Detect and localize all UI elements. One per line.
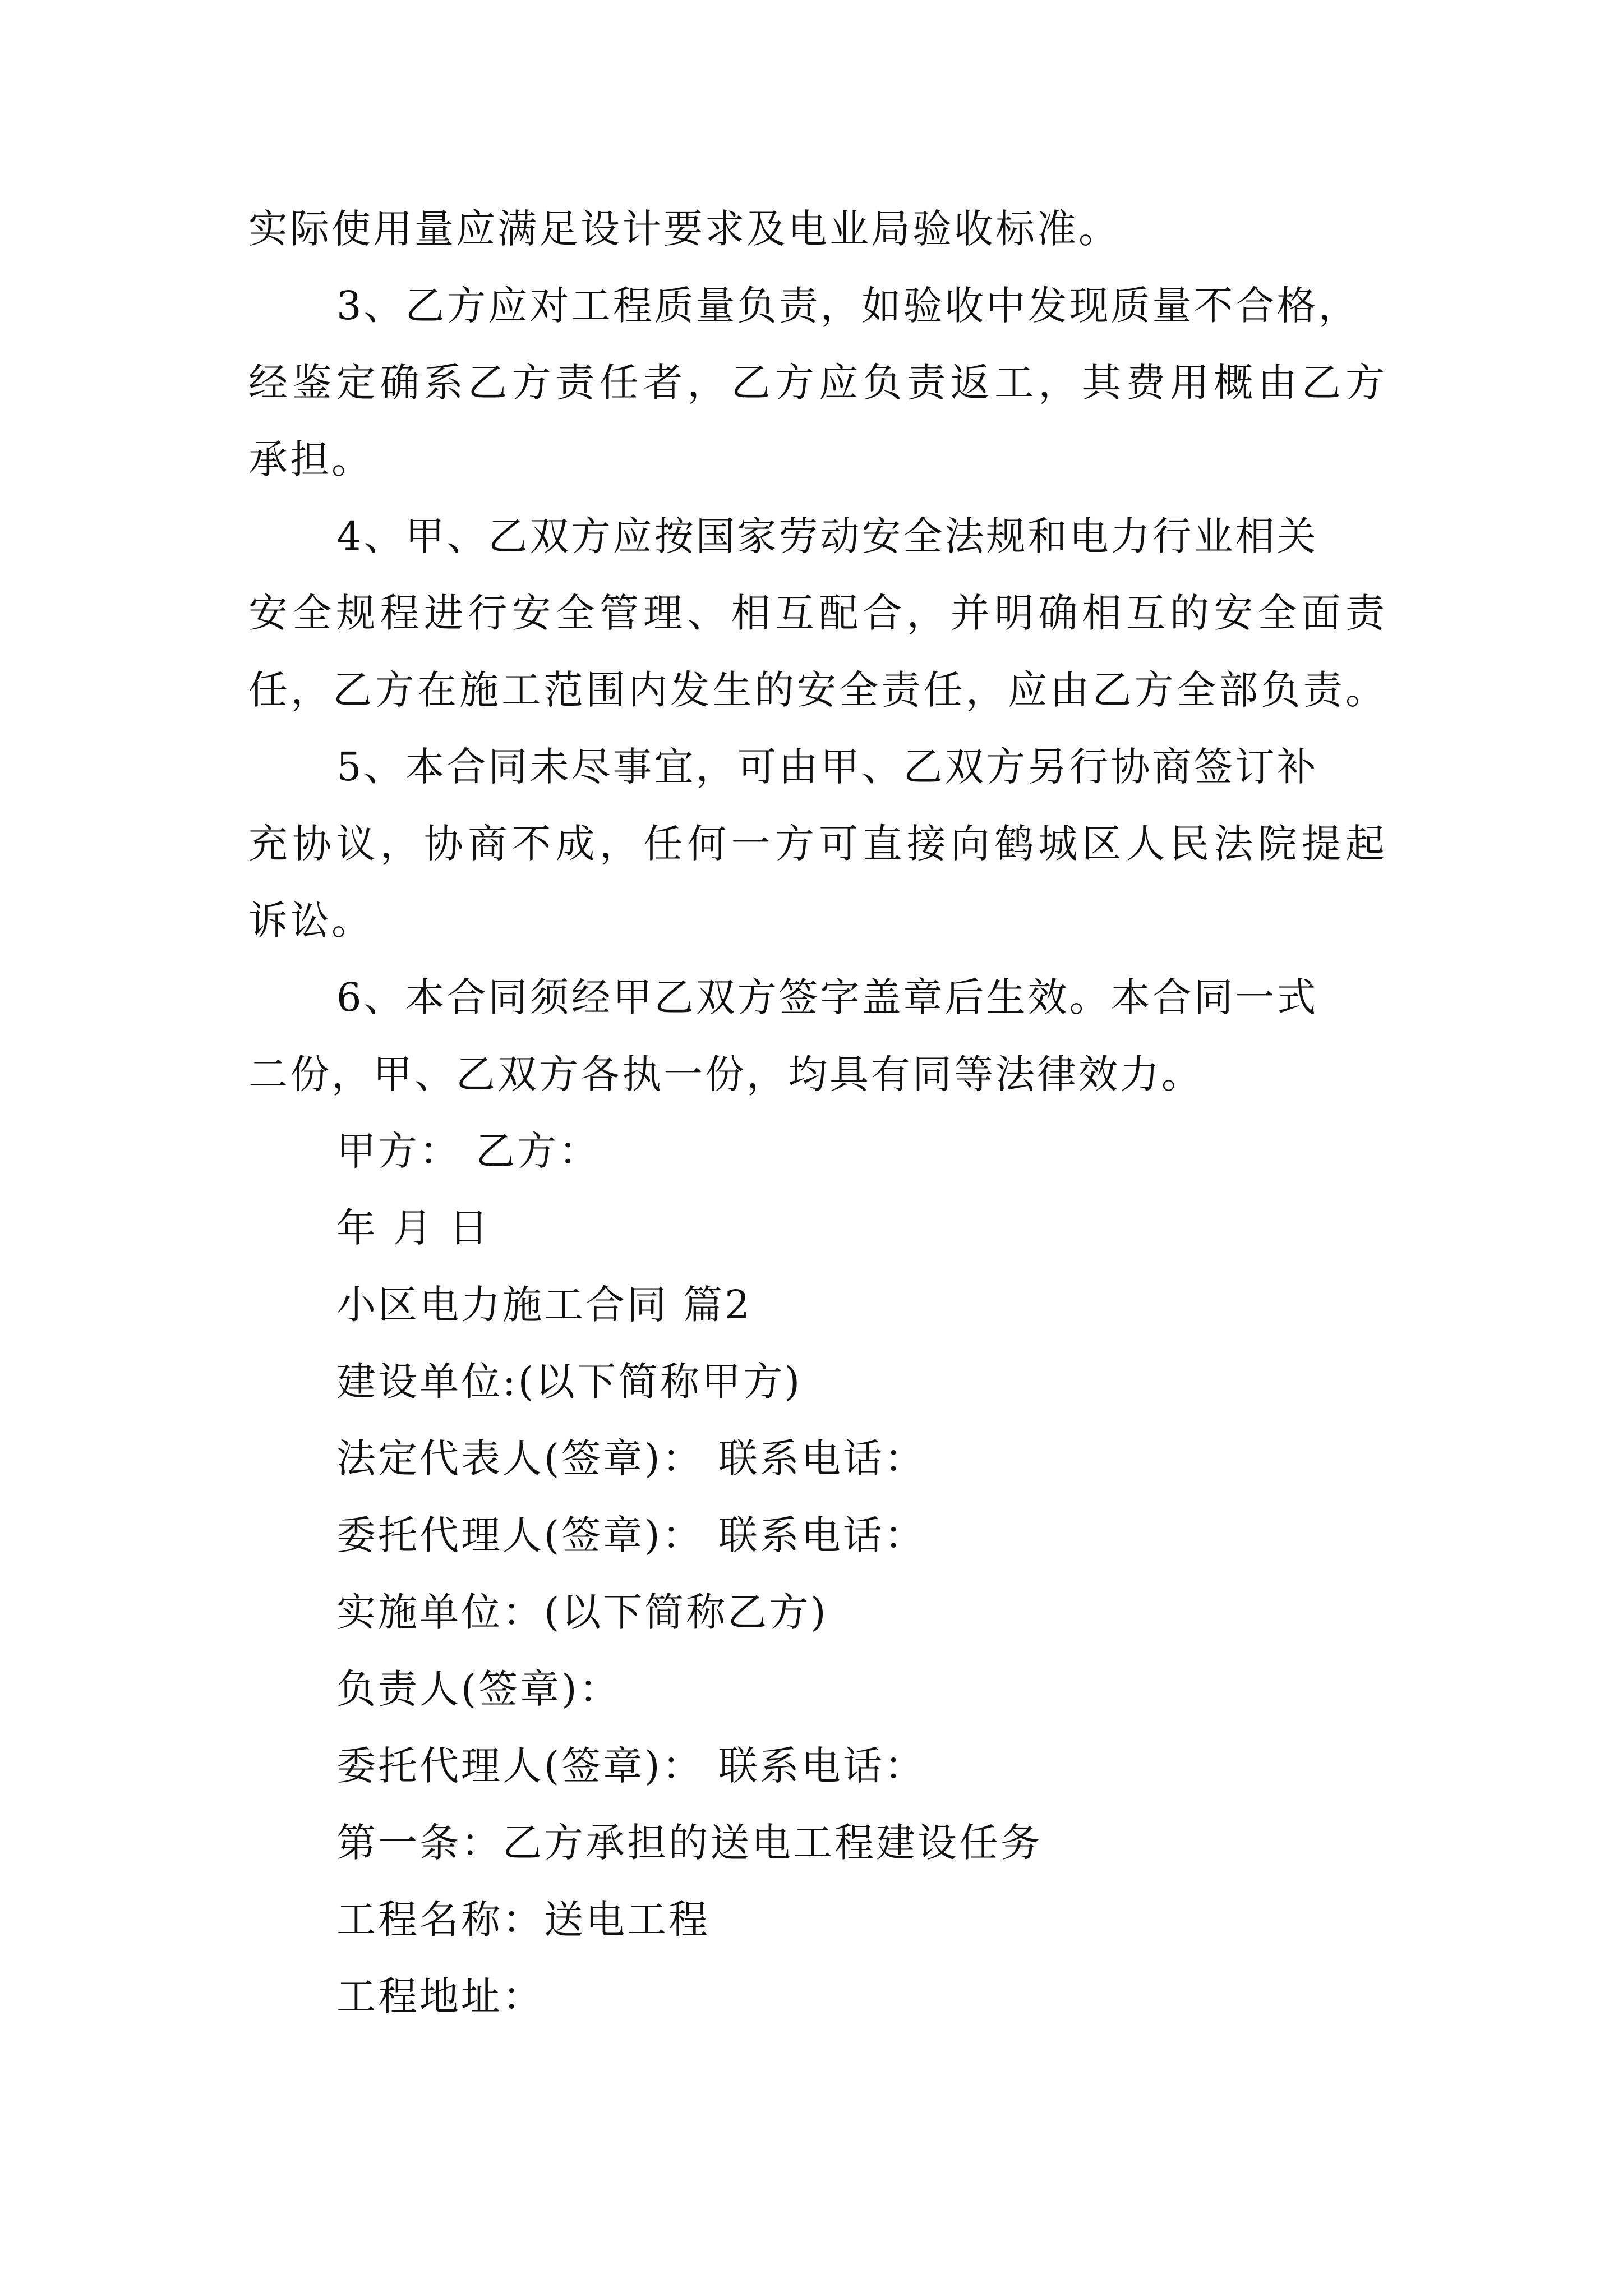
text-line-24: 工程地址： bbox=[336, 1973, 544, 2019]
text-line-11: 6、本合同须经甲乙双方签字盖章后生效。本合同一式 bbox=[336, 974, 1318, 1020]
text-line-8: 5、本合同未尽事宜，可由甲、乙双方另行协商签订补 bbox=[336, 744, 1318, 790]
text-line-7: 任，乙方在施工范围内发生的安全责任，应由乙方全部负责。 bbox=[248, 667, 1387, 713]
text-line-10: 诉讼。 bbox=[248, 898, 373, 944]
text-line-2: 3、乙方应对工程质量负责，如验收中发现质量不合格， bbox=[336, 283, 1360, 329]
text-line-14: 年 月 日 bbox=[336, 1205, 491, 1251]
text-line-13: 甲方： 乙方： bbox=[336, 1128, 601, 1174]
text-line-9: 充协议，协商不成，任何一方可直接向鹤城区人民法院提起 bbox=[248, 821, 1387, 867]
text-line-5: 4、甲、乙双方应按国家劳动安全法规和电力行业相关 bbox=[336, 513, 1318, 559]
text-line-20: 负责人(签章)： bbox=[336, 1666, 621, 1712]
text-line-17: 法定代表人(签章)： 联系电话： bbox=[336, 1435, 926, 1481]
text-line-18: 委托代理人(签章)： 联系电话： bbox=[336, 1512, 926, 1558]
text-line-23: 工程名称：送电工程 bbox=[336, 1897, 710, 1943]
text-line-21: 委托代理人(签章)： 联系电话： bbox=[336, 1743, 926, 1789]
text-line-4: 承担。 bbox=[248, 436, 373, 482]
text-line-19: 实施单位：(以下简称乙方) bbox=[336, 1589, 828, 1635]
text-line-3: 经鉴定确系乙方责任者，乙方应负责返工，其费用概由乙方 bbox=[248, 360, 1387, 406]
text-line-22: 第一条：乙方承担的送电工程建设任务 bbox=[336, 1820, 1042, 1866]
text-line-15: 小区电力施工合同 篇2 bbox=[336, 1282, 752, 1328]
text-line-16: 建设单位:(以下简称甲方) bbox=[336, 1359, 803, 1405]
text-line-12: 二份，甲、乙双方各执一份，均具有同等法律效力。 bbox=[248, 1051, 1203, 1097]
text-line-6: 安全规程进行安全管理、相互配合，并明确相互的安全面责 bbox=[248, 590, 1387, 636]
text-line-1: 实际使用量应满足设计要求及电业局验收标准。 bbox=[248, 206, 1120, 252]
